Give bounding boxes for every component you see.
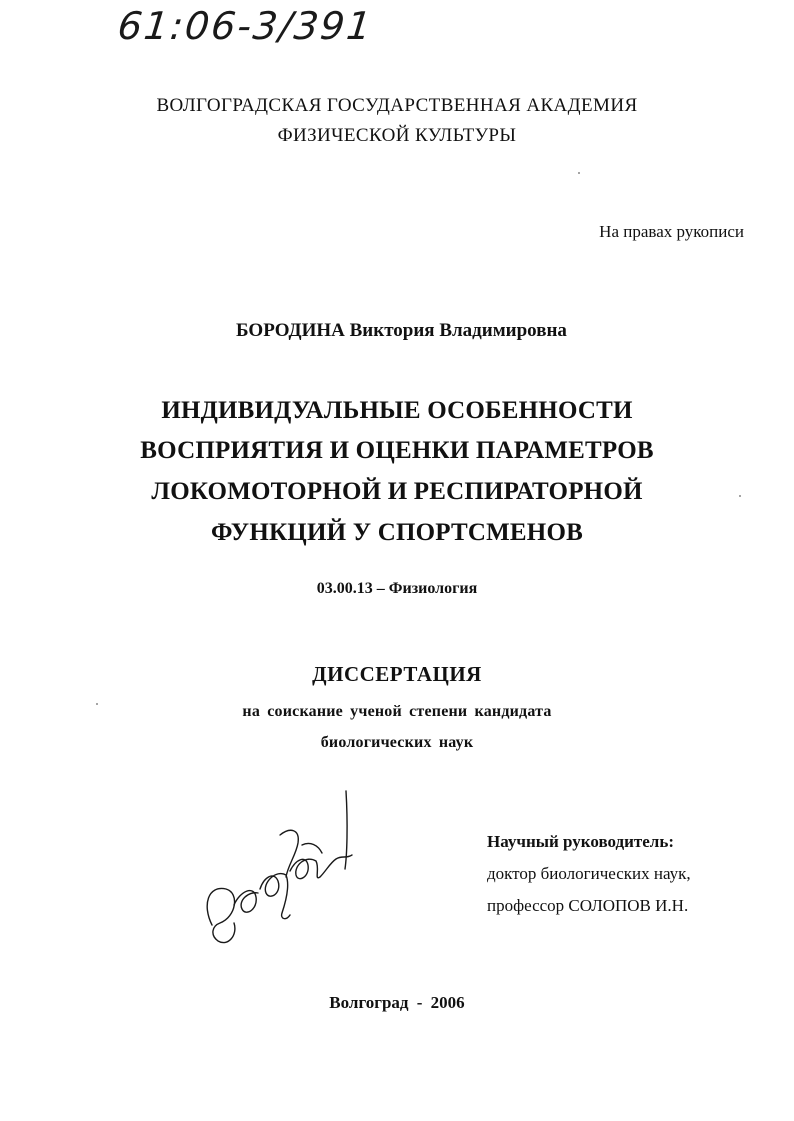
title-line-4: ФУНКЦИЙ У СПОРТСМЕНОВ [211,519,583,546]
scan-speck [739,495,741,497]
scan-speck [578,172,580,174]
degree-line-2: биологических наук [320,734,474,751]
document-type: ДИССЕРТАЦИЯ [312,662,482,686]
supervisor-degree: доктор биологических наук, [487,864,691,883]
title-line-1: ИНДИВИДУАЛЬНЫЕ ОСОБЕННОСТИ [161,397,633,424]
supervisor-heading: Научный руководитель: [487,832,674,851]
organization-line-2: ФИЗИЧЕСКОЙ КУЛЬТУРЫ [277,125,517,146]
author-signature [190,785,370,955]
place-and-year: Волгоград - 2006 [329,993,465,1012]
author-name: БОРОДИНА Виктория Владимировна [236,320,567,341]
title-line-3: ЛОКОМОТОРНОЙ И РЕСПИРАТОРНОЙ [151,478,643,505]
specialty-code: 03.00.13 – Физиология [316,580,478,597]
degree-line-1: на соискание ученой степени кандидата [242,703,552,720]
organization-line-1: ВОЛГОГРАДСКАЯ ГОСУДАРСТВЕННАЯ АКАДЕМИЯ [156,95,638,116]
title-line-2: ВОСПРИЯТИЯ И ОЦЕНКИ ПАРАМЕТРОВ [140,437,654,464]
rights-note: На правах рукописи [599,222,744,241]
scan-speck [96,703,98,705]
supervisor-name: профессор СОЛОПОВ И.Н. [487,896,689,915]
handwritten-shelfmark: 61:06-3/391 [115,4,376,48]
